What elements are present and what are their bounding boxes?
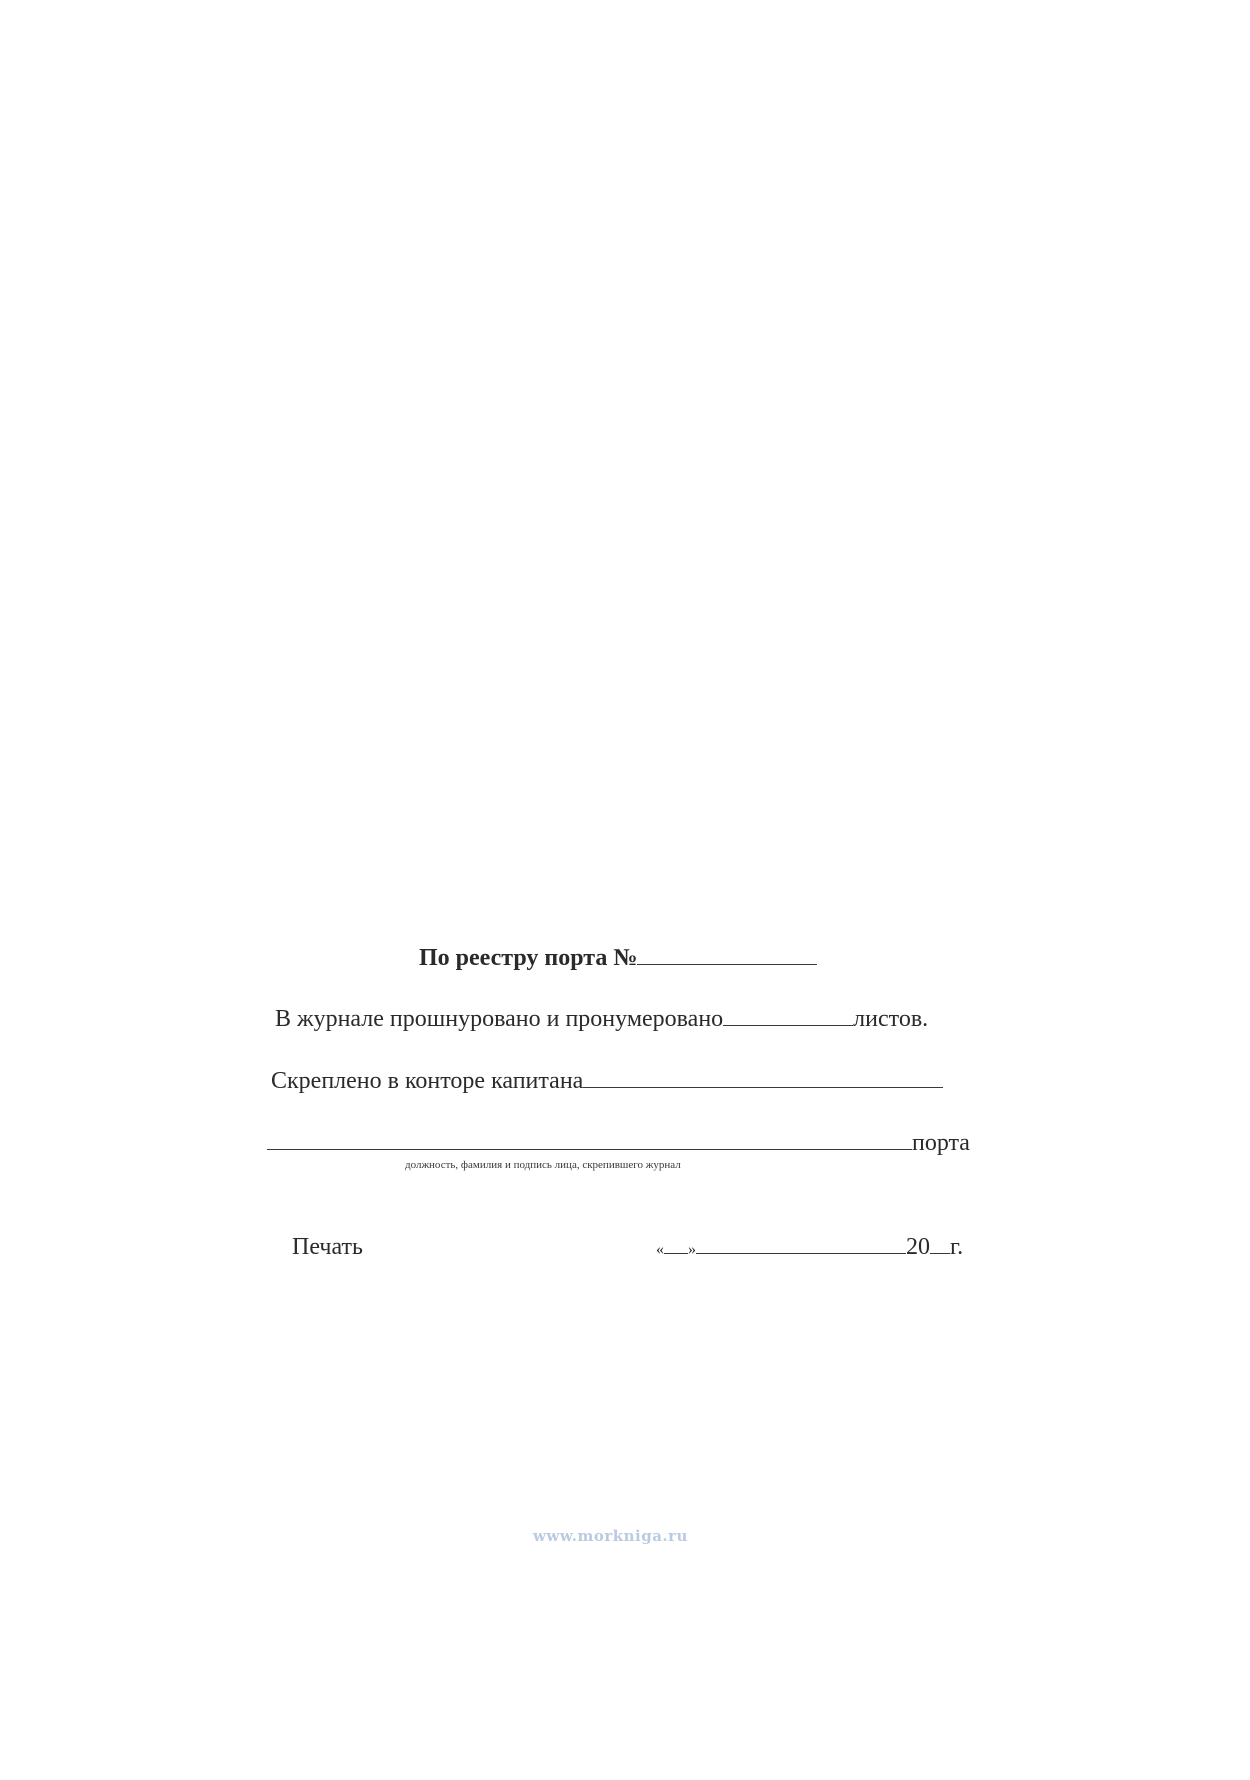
- register-number-line: [419, 943, 817, 973]
- date-year-prefix: 20: [906, 1234, 930, 1260]
- official-signature-caption: должность, фамилия и подпись лица, скрепившего журнал: [405, 1159, 681, 1171]
- captain-office-field[interactable]: [583, 1067, 943, 1088]
- seal-label: Печать: [292, 1234, 363, 1260]
- register-number-label: По реестру порта №: [419, 945, 638, 971]
- register-number-field[interactable]: [637, 944, 817, 965]
- date-day-field[interactable]: [664, 1233, 688, 1254]
- date-line: [656, 1232, 963, 1265]
- date-month-field[interactable]: [696, 1233, 906, 1254]
- port-suffix: порта: [912, 1130, 970, 1156]
- captain-office-label: Скреплено в конторе капитана: [271, 1068, 584, 1094]
- sheet-count-line: [275, 1004, 928, 1034]
- date-year-field[interactable]: [930, 1233, 950, 1254]
- sheet-count-field[interactable]: [723, 1005, 853, 1026]
- date-quote-close: »: [688, 1241, 696, 1258]
- date-quote-open: «: [656, 1241, 664, 1258]
- captain-office-line: [271, 1066, 943, 1096]
- sheet-count-prefix: В журнале прошнуровано и пронумеровано: [275, 1006, 724, 1032]
- official-signature-line: [267, 1128, 970, 1158]
- sheet-count-suffix: листов.: [853, 1006, 929, 1032]
- site-watermark: www.morkniga.ru: [533, 1527, 688, 1545]
- official-signature-field[interactable]: [267, 1129, 912, 1150]
- date-year-suffix: г.: [950, 1234, 964, 1260]
